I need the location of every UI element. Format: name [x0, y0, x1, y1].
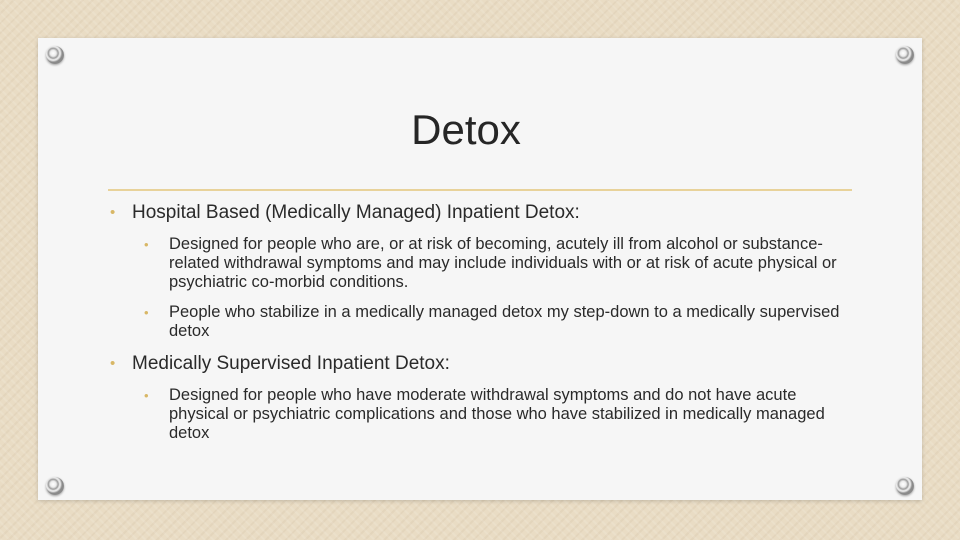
pushpin-icon — [46, 477, 64, 495]
bullet-item — [108, 201, 848, 225]
bullet-icon: • — [110, 204, 116, 221]
sub-bullet-item — [108, 386, 848, 443]
bullet-icon: • — [110, 355, 116, 372]
sub-bullet-text: Designed for people who are, or at risk of becoming, acutely ill from alcohol or substance-related withdrawal symptoms and may include individuals with or at risk of acute physical or psychiatric co-morbid conditions. — [169, 235, 837, 291]
title-divider — [108, 189, 852, 191]
sub-bullet-item — [108, 235, 848, 292]
bullet-text: Medically Supervised Inpatient Detox: — [132, 353, 450, 374]
pushpin-icon — [896, 46, 914, 64]
sub-bullet-item — [108, 303, 848, 341]
bullet-list — [108, 201, 848, 454]
bullet-text: Hospital Based (Medically Managed) Inpatient Detox: — [132, 202, 580, 223]
sub-bullet-text: People who stabilize in a medically managed detox my step-down to a medically supervised detox — [169, 303, 840, 340]
sub-bullet-text: Designed for people who have moderate withdrawal symptoms and do not have acute physical or psychiatric complications and those who have stabilized in medically managed detox — [169, 386, 825, 442]
sub-bullet-icon: • — [144, 388, 149, 403]
slide-title: Detox — [411, 106, 521, 153]
pushpin-icon — [896, 477, 914, 495]
bullet-item — [108, 352, 848, 376]
sub-bullet-icon: • — [144, 305, 149, 320]
sub-bullet-icon: • — [144, 237, 149, 252]
pushpin-icon — [46, 46, 64, 64]
